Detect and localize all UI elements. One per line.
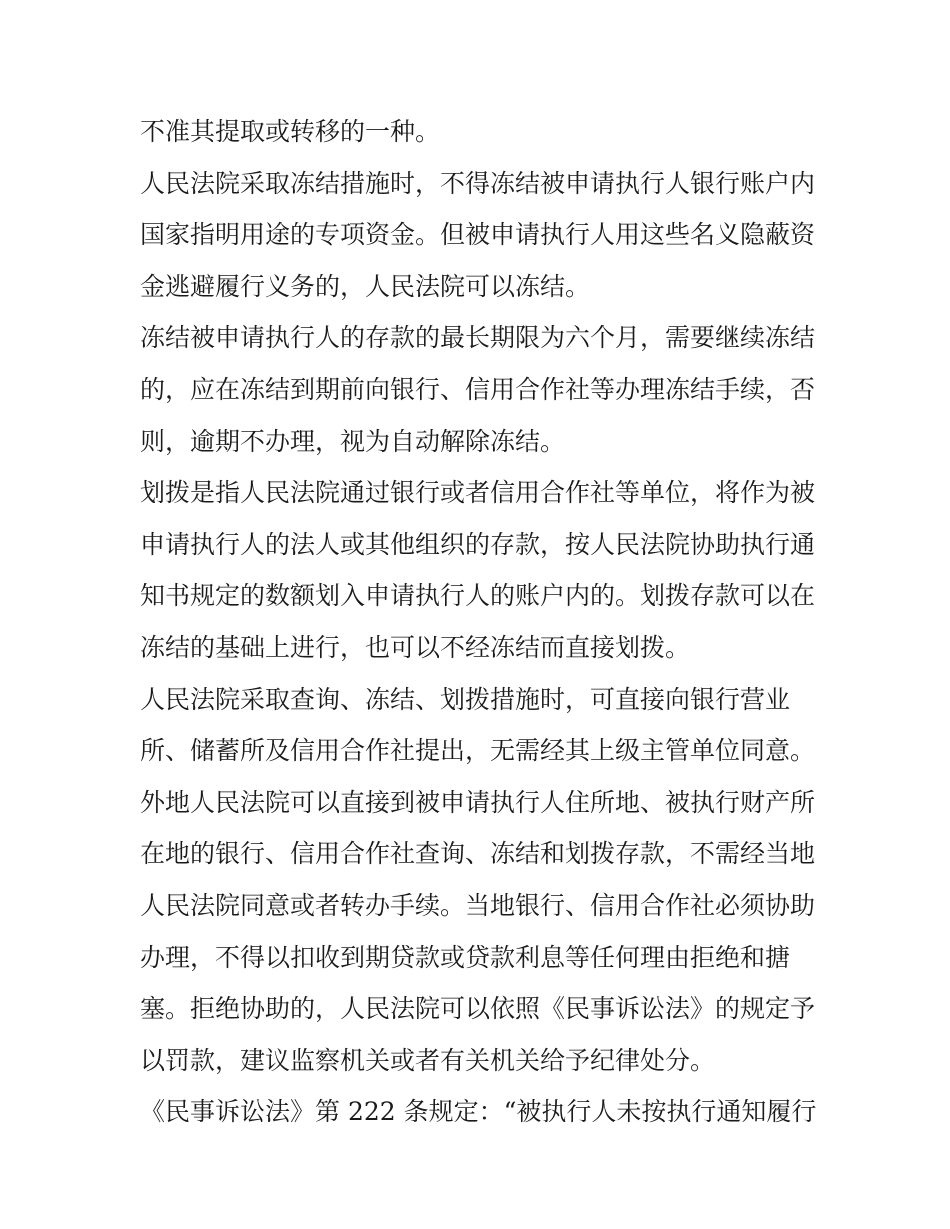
text-line: 申请执行人的法人或其他组织的存款，按人民法院协助执行通 xyxy=(140,529,816,559)
text-line: 办理，不得以扣收到期贷款或贷款利息等任何理由拒绝和搪 xyxy=(140,942,791,972)
text-line: 以罚款，建议监察机关或者有关机关给予纪律处分。 xyxy=(140,1045,716,1075)
text-line: 划拨是指人民法院通过银行或者信用合作社等单位，将作为被 xyxy=(140,478,816,508)
document-body xyxy=(140,106,820,1138)
text-line: 人民法院采取查询、冻结、划拨措施时，可直接向银行营业 xyxy=(140,684,791,714)
text-line: 所、储蓄所及信用合作社提出，无需经其上级主管单位同意。 xyxy=(140,736,816,766)
text-line: 外地人民法院可以直接到被申请执行人住所地、被执行财产所 xyxy=(140,787,816,817)
text-line: 塞。拒绝协助的，人民法院可以依照《民事诉讼法》的规定予 xyxy=(140,994,816,1024)
text-line: 人民法院同意或者转办手续。当地银行、信用合作社必须协助 xyxy=(140,890,816,920)
text-line: 的，应在冻结到期前向银行、信用合作社等办理冻结手续，否 xyxy=(140,374,816,404)
text-line: 冻结被申请执行人的存款的最长期限为六个月，需要继续冻结 xyxy=(140,323,816,353)
text-line: 金逃避履行义务的，人民法院可以冻结。 xyxy=(140,271,591,301)
text-line: 人民法院采取冻结措施时，不得冻结被申请执行人银行账户内 xyxy=(140,168,816,198)
text-line: 不准其提取或转移的一种。 xyxy=(140,117,441,146)
text-line: 在地的银行、信用合作社查询、冻结和划拨存款，不需经当地 xyxy=(140,839,816,869)
text-line: 知书规定的数额划入申请执行人的账户内的。划拨存款可以在 xyxy=(140,581,816,611)
text-line: 《民事诉讼法》第 222 条规定：“被执行人未按执行通知履行 xyxy=(140,1097,817,1127)
text-line: 则，逾期不办理，视为自动解除冻结。 xyxy=(140,426,566,456)
text-line: 国家指明用途的专项资金。但被申请执行人用这些名义隐蔽资 xyxy=(140,220,816,250)
text-line: 冻结的基础上进行，也可以不经冻结而直接划拨。 xyxy=(140,632,691,662)
